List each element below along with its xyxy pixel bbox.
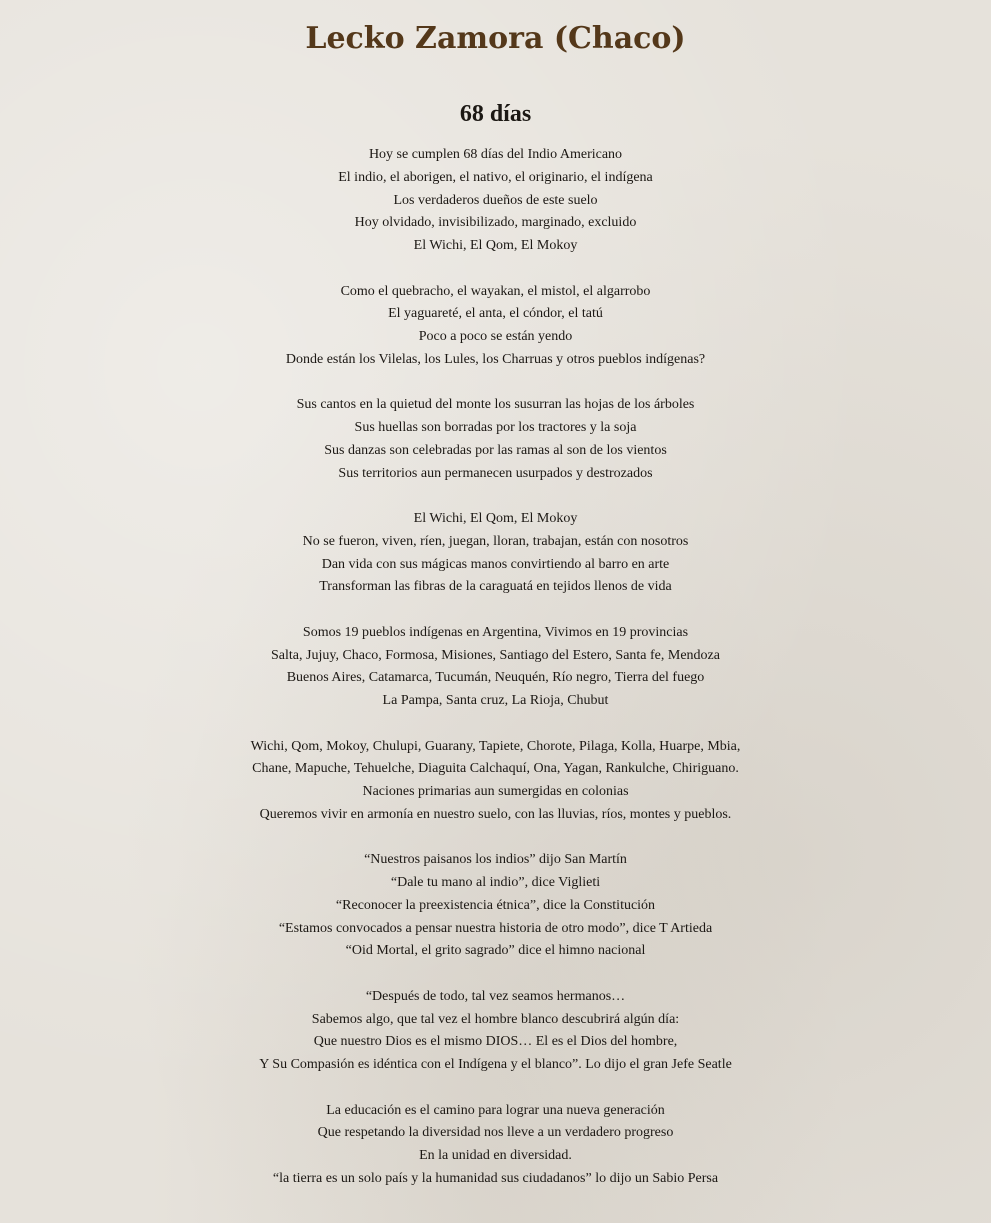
poem-line: Sus cantos en la quietud del monte los susurran las hojas de los árboles: [296, 397, 695, 413]
poem-line: Chane, Mapuche, Tehuelche, Diaguita Calchaquí, Ona, Yagan, Rankulche, Chiriguano.: [252, 761, 739, 777]
poem-line: La Pampa, Santa cruz, La Rioja, Chubut: [382, 693, 609, 708]
poem-line: El Wichi, El Qom, El Mokoy: [413, 511, 578, 526]
poem-stanza: [0, 394, 991, 485]
poem-line: Queremos vivir en armonía en nuestro suelo, con las lluvias, ríos, montes y pueblos.: [259, 806, 732, 822]
poem-line: El yaguareté, el anta, el cóndor, el tatú: [388, 306, 603, 322]
poem-line: Naciones primarias aun sumergidas en colonias: [362, 784, 629, 799]
poem-line: “Nuestros paisanos los indios” dijo San Martín: [364, 852, 627, 868]
poem-line: Que nuestro Dios es el mismo DIOS… El es el Dios del hombre,: [313, 1034, 678, 1050]
poem-line: Donde están los Vilelas, los Lules, los Charruas y otros pueblos indígenas?: [285, 351, 706, 367]
poem-line: Salta, Jujuy, Chaco, Formosa, Misiones, Santiago del Estero, Santa fe, Mendoza: [271, 647, 720, 663]
poem-line: Buenos Aires, Catamarca, Tucumán, Neuquén, Río negro, Tierra del fuego: [286, 670, 705, 686]
poem-stanza: [0, 1100, 991, 1191]
poem-stanza: [0, 849, 991, 963]
poem-line: Que respetando la diversidad nos lleve a un verdadero progreso: [317, 1125, 674, 1141]
poem-line: En la unidad en diversidad.: [419, 1148, 572, 1163]
poem-line: Como el quebracho, el wayakan, el mistol, el algarrobo: [340, 283, 651, 299]
poem-line: “la tierra es un solo país y la humanidad sus ciudadanos” lo dijo un Sabio Persa: [272, 1170, 719, 1186]
poem-line: No se fueron, viven, ríen, juegan, lloran, trabajan, están con nosotros: [302, 533, 689, 549]
poem-stanza: [0, 736, 991, 827]
poem-line: “Reconocer la preexistencia étnica”, dice la Constitución: [335, 897, 656, 913]
poem-line: Sus territorios aun permanecen usurpados y destrozados: [338, 465, 653, 481]
poem-line: Somos 19 pueblos indígenas en Argentina, Vivimos en 19 provincias: [302, 624, 689, 640]
poem-line: Sus huellas son borradas por los tractores y la soja: [354, 420, 637, 435]
poem-line: “Estamos convocados a pensar nuestra historia de otro modo”, dice T Artieda: [278, 920, 713, 936]
poem-subtitle: 68 días: [459, 101, 532, 127]
poem-stanza: [0, 986, 991, 1077]
page-title: Lecko Zamora (Chaco): [305, 21, 686, 56]
poem-line: Hoy olvidado, invisibilizado, marginado, excluido: [354, 215, 637, 231]
poem-line: Transforman las fibras de la caraguatá en tejidos llenos de vida: [319, 579, 672, 595]
poem-line: “Después de todo, tal vez seamos hermanos…: [365, 988, 626, 1004]
poem-stanza: [0, 281, 991, 372]
poem-line: “Oid Mortal, el grito sagrado” dice el himno nacional: [345, 943, 646, 959]
poem-line: El Wichi, El Qom, El Mokoy: [413, 238, 578, 253]
poem-line: La educación es el camino para lograr una nueva generación: [326, 1102, 665, 1118]
poem-body: [0, 144, 991, 1213]
poem-line: Sabemos algo, que tal vez el hombre blanco descubrirá algún día:: [311, 1011, 680, 1027]
poem-line: Sus danzas son celebradas por las ramas al son de los vientos: [324, 442, 667, 458]
poem-line: Poco a poco se están yendo: [418, 329, 573, 344]
poem-line: Wichi, Qom, Mokoy, Chulupi, Guarany, Tapiete, Chorote, Pilaga, Kolla, Huarpe, Mbia,: [250, 738, 741, 754]
poem-line: Hoy se cumplen 68 días del Indio Americano: [368, 147, 623, 162]
poem-stanza: [0, 622, 991, 713]
poem-stanza: [0, 508, 991, 599]
poem-line: Y Su Compasión es idéntica con el Indígena y el blanco”. Lo dijo el gran Jefe Seatle: [259, 1057, 732, 1072]
poem-line: Dan vida con sus mágicas manos convirtiendo al barro en arte: [321, 556, 670, 572]
poem-line: “Dale tu mano al indio”, dice Viglieti: [390, 875, 601, 890]
poem-line: Los verdaderos dueños de este suelo: [393, 192, 598, 208]
poem-stanza: [0, 144, 991, 258]
poem-line: El indio, el aborigen, el nativo, el originario, el indígena: [338, 169, 653, 185]
